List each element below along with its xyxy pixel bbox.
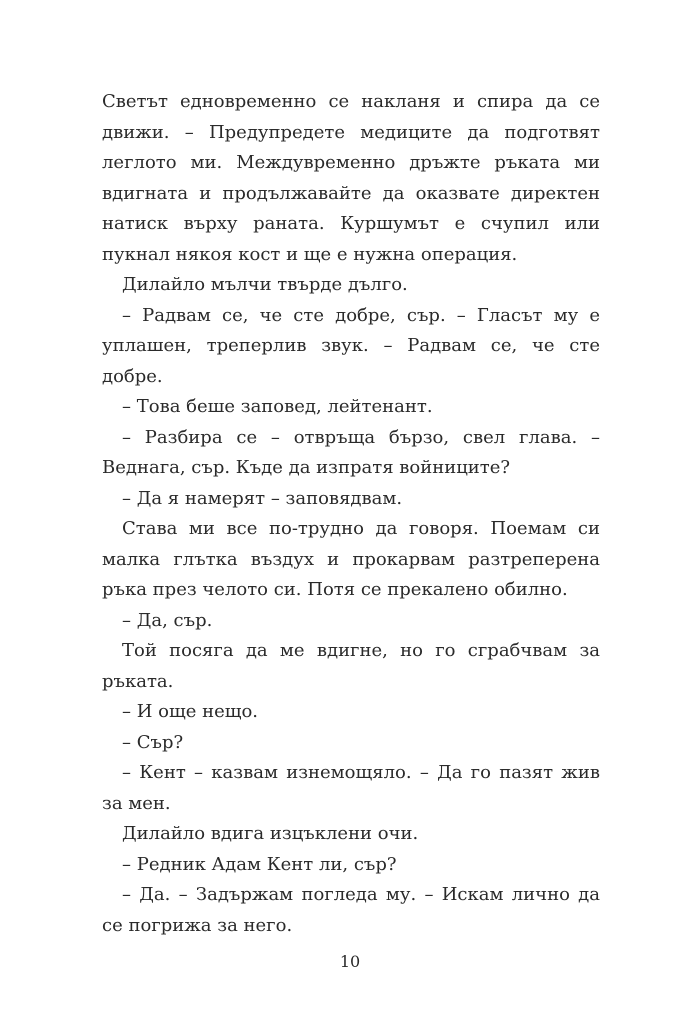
paragraph: – Това беше заповед, лейтенант. — [122, 396, 433, 417]
paragraph: – Редник Адам Кент ли, сър? — [122, 853, 397, 875]
paragraph: Дилайло мълчи твърде дълго. — [122, 274, 408, 295]
paragraph: – Да я намерят – заповядвам. — [122, 487, 403, 509]
body-text — [102, 87, 600, 941]
paragraph: – Сър? — [122, 731, 184, 753]
paragraph: Той посяга да ме вдигне, но го сграбчвам за ръката. — [102, 640, 600, 692]
paragraph: Става ми все по-трудно да говоря. Поемам си малка глътка въздух и прокарвам разтреперена ръка през челото си. Потя се прекалено обилно. — [102, 518, 600, 600]
paragraph: Светът едновременно се накланя и спира да се движи. – Предупредете медиците да подготвят леглото ми. Междувременно дръжте ръката ми вдигната и продължавайте да оказвате директен натиск върху раната. Куршумът е счупил или пукнал някоя кост и ще е нужна операция. — [102, 91, 600, 265]
page-number: 10 — [339, 952, 361, 971]
paragraph: – И още нещо. — [122, 701, 259, 722]
paragraph: Дилайло вдига изцъклени очи. — [122, 823, 419, 844]
paragraph: – Кент – казвам изнемощяло. – Да го пазят жив за мен. — [102, 762, 600, 814]
paragraph: – Разбира се – отвръща бързо, свел глава. – Веднага, сър. Къде да изпратя войниците? — [102, 426, 600, 478]
paragraph: – Радвам се, че сте добре, сър. – Гласът му е уплашен, треперлив звук. – Радвам се, че сте добре. — [102, 304, 600, 387]
paragraph: – Да. – Задържам погледа му. – Искам лично да се погрижа за него. — [102, 884, 600, 936]
paragraph: – Да, сър. — [122, 609, 213, 631]
